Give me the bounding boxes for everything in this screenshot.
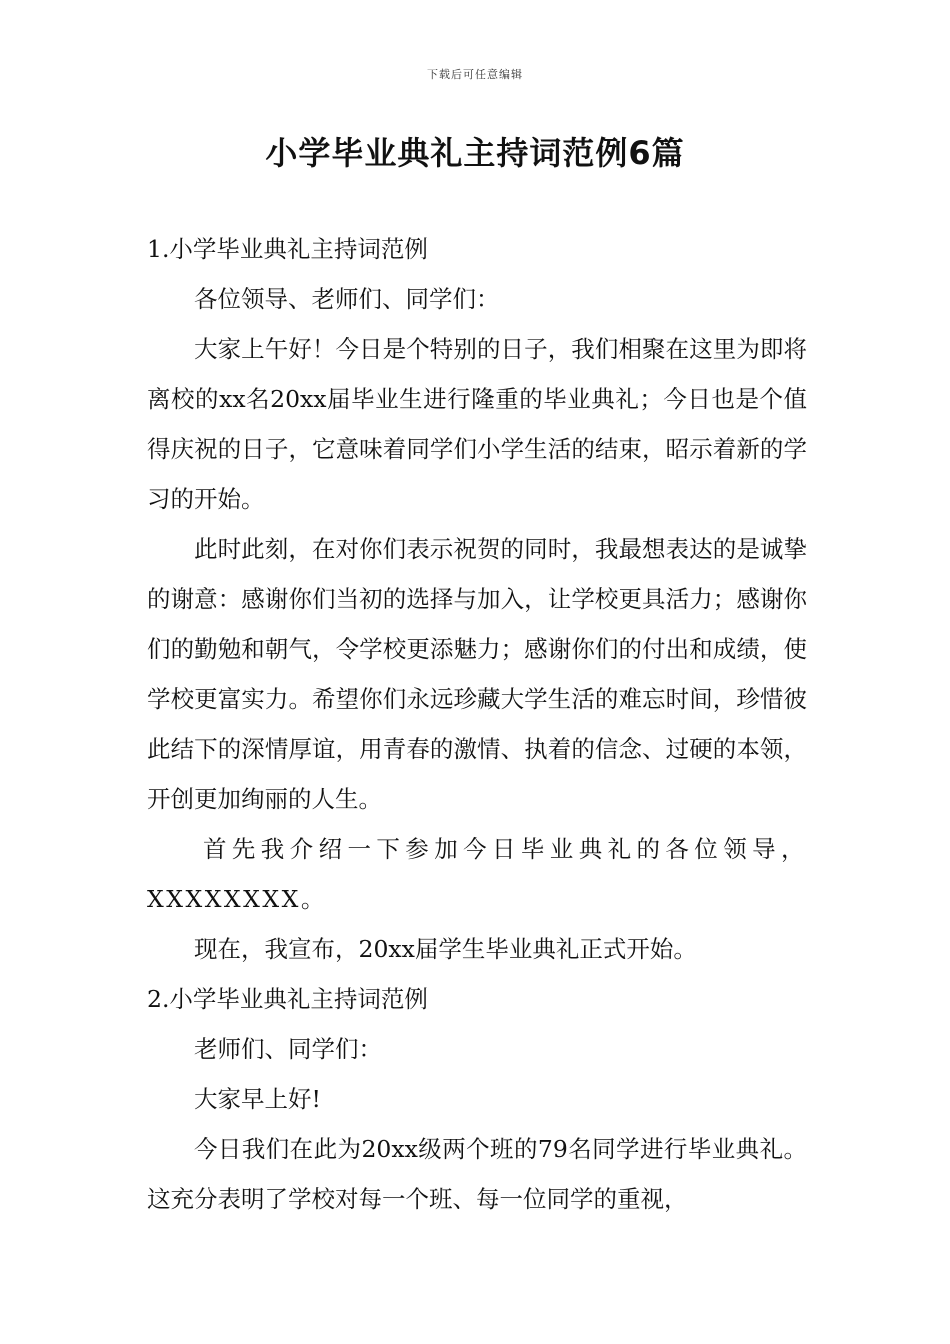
paragraph-thanks: 此时此刻，在对你们表示祝贺的同时，我最想表达的是诚挚的谢意：感谢你们当初的选择与加入，让学校更具活力；感谢你们的勤勉和朝气，令学校更添魅力；感谢你们的付出和成绩，使学校更富实力。希望你们永远珍藏大学生活的难忘时间，珍惜彼此结下的深情厚谊，用青春的激情、执着的信念、过硬的本领，开创更加绚丽的人生。 xyxy=(147,535,807,813)
salutation-1: 各位领导、老师们、同学们： xyxy=(194,285,500,313)
section-heading-1: 1.小学毕业典礼主持词范例 xyxy=(147,235,428,263)
salutation-2: 老师们、同学们： xyxy=(194,1035,382,1063)
section-heading-2: 2.小学毕业典礼主持词范例 xyxy=(147,985,428,1013)
greeting-2: 大家早上好! xyxy=(194,1085,321,1113)
paragraph-ceremony: 今日我们在此为20xx级两个班的79名同学进行毕业典礼。这充分表明了学校对每一个班、每一位同学的重视， xyxy=(147,1135,807,1213)
paragraph-announcement: 现在，我宣布，20xx届学生毕业典礼正式开始。 xyxy=(194,935,697,963)
paragraph-greeting: 大家上午好！今日是个特别的日子，我们相聚在这里为即将离校的xx名20xx届毕业生进行隆重的毕业典礼；今日也是个值得庆祝的日子，它意味着同学们小学生活的结束，昭示着新的学习的开始。 xyxy=(147,335,807,513)
document-title: 小学毕业典礼主持词范例6篇 xyxy=(265,134,685,172)
paragraph-introduction: 首先我介绍一下参加今日毕业典礼的各位领导，XXXXXXXX。 xyxy=(147,835,807,913)
header-note: 下载后可任意编辑 xyxy=(427,68,523,81)
document-body xyxy=(147,224,807,1224)
